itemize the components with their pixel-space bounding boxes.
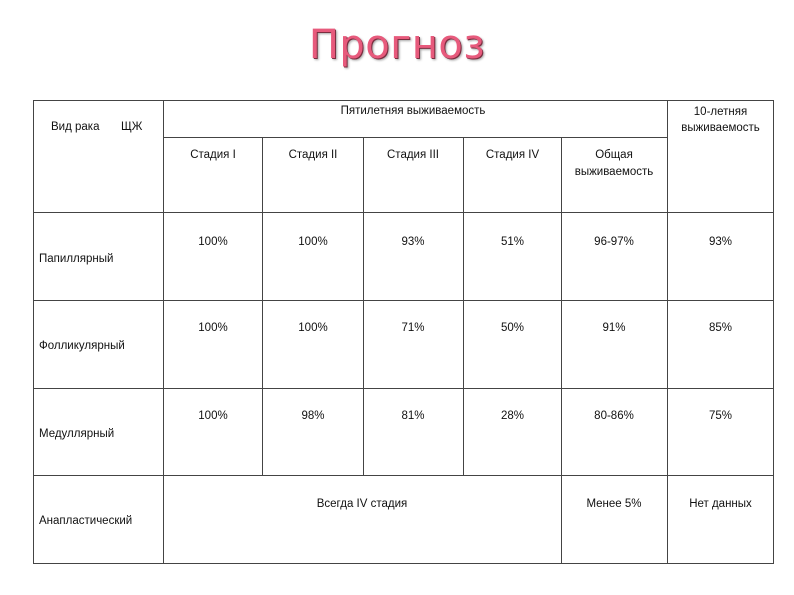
row2-stage2: 100% bbox=[298, 322, 328, 334]
anaplastic-ten-year: Нет данных bbox=[689, 498, 752, 510]
row-name-anaplastic: Анапластический bbox=[39, 515, 133, 527]
row2-overall: 91% bbox=[602, 322, 626, 334]
row1-stage2: 100% bbox=[298, 236, 328, 248]
row3-stage3: 81% bbox=[401, 410, 425, 422]
row2-stage3: 71% bbox=[401, 322, 425, 334]
header-stage-4: Стадия IV bbox=[485, 149, 540, 161]
row-name-follicular: Фолликулярный bbox=[39, 340, 125, 352]
row1-overall: 96-97% bbox=[594, 236, 634, 248]
row3-ten-year: 75% bbox=[708, 410, 733, 422]
row3-overall: 80-86% bbox=[594, 410, 634, 422]
survival-table bbox=[33, 100, 774, 564]
row2-stage4: 50% bbox=[500, 322, 525, 334]
row2-stage1: 100% bbox=[198, 322, 228, 334]
row1-stage1: 100% bbox=[198, 236, 228, 248]
row3-stage4: 28% bbox=[500, 410, 525, 422]
header-overall-line1: Общая bbox=[595, 149, 633, 161]
row2-ten-year: 85% bbox=[708, 322, 733, 334]
header-ten-year-line1: 10-летняя bbox=[693, 106, 748, 118]
header-stage-1: Стадия I bbox=[190, 149, 236, 161]
row1-stage3: 93% bbox=[401, 236, 425, 248]
row1-stage4: 51% bbox=[500, 236, 525, 248]
header-stage-3: Стадия III bbox=[387, 149, 439, 161]
row-name-medullary: Медуллярный bbox=[39, 428, 115, 440]
row3-stage1: 100% bbox=[198, 410, 228, 422]
row-name-papillary: Папиллярный bbox=[39, 253, 114, 265]
header-overall-line2: выживаемость bbox=[574, 166, 654, 178]
header-ten-year-line2: выживаемость bbox=[681, 122, 760, 134]
anaplastic-stages: Всегда IV стадия bbox=[316, 498, 408, 510]
header-organ: ЩЖ bbox=[121, 121, 143, 133]
row1-ten-year: 93% bbox=[708, 236, 733, 248]
anaplastic-overall: Менее 5% bbox=[586, 498, 642, 510]
header-stage-2: Стадия II bbox=[288, 149, 338, 161]
header-five-year: Пятилетняя выживаемость bbox=[340, 105, 486, 117]
slide-title: Прогноз bbox=[308, 22, 486, 68]
header-type: Вид рака bbox=[51, 121, 100, 133]
row3-stage2: 98% bbox=[301, 410, 325, 422]
